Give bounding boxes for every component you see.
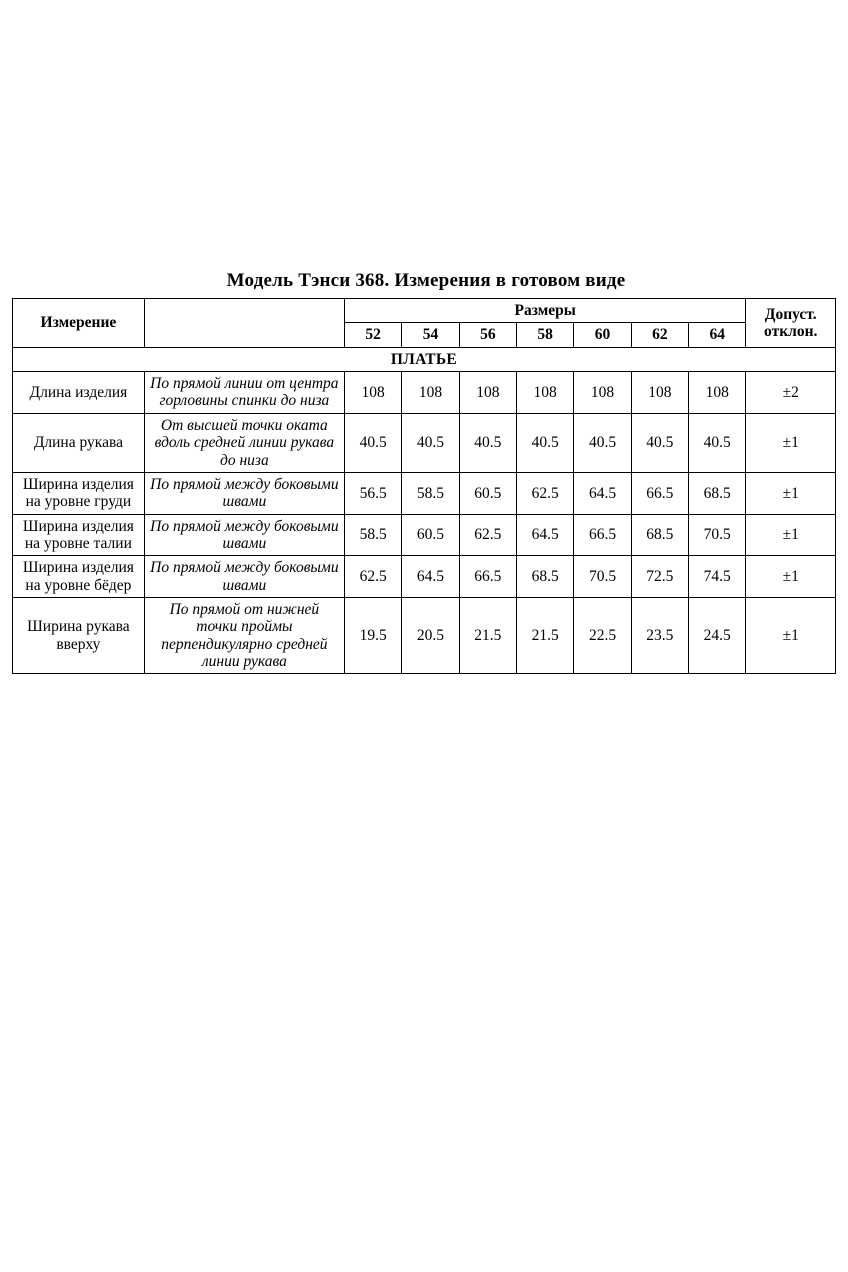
row-value: 40.5 [517,413,574,472]
row-value: 20.5 [402,598,459,674]
row-value: 40.5 [402,413,459,472]
table-row [13,372,836,414]
row-name: Длина рукава [13,413,145,472]
measurements-table [12,298,836,674]
row-value: 108 [574,372,631,414]
row-value: 23.5 [631,598,688,674]
row-description: От высшей точки оката вдоль средней линии рукава до низа [144,413,344,472]
row-value: 40.5 [689,413,746,472]
row-value: 66.5 [459,556,516,598]
row-name: Ширина изделия на уровне бёдер [13,556,145,598]
row-value: 68.5 [631,514,688,556]
table-row [13,598,836,674]
row-value: 60.5 [402,514,459,556]
row-name: Длина изделия [13,372,145,414]
size-header-58: 58 [517,323,574,347]
page-title: Модель Тэнси 368. Измерения в готовом виде [226,270,626,291]
row-name: Ширина рукава вверху [13,598,145,674]
row-deviation: ±2 [746,372,836,414]
row-value: 66.5 [631,472,688,514]
row-deviation: ±1 [746,413,836,472]
row-value: 70.5 [689,514,746,556]
column-header-sizes: Размеры [344,299,745,323]
row-value: 19.5 [344,598,401,674]
row-value: 40.5 [574,413,631,472]
row-value: 108 [689,372,746,414]
table-body [13,347,836,674]
row-description: По прямой между боковыми швами [144,514,344,556]
measurements-document [12,270,836,674]
row-value: 108 [344,372,401,414]
column-header-measurement: Измерение [13,299,145,348]
row-value: 62.5 [344,556,401,598]
row-value: 64.5 [517,514,574,556]
row-value: 60.5 [459,472,516,514]
row-value: 21.5 [459,598,516,674]
row-value: 62.5 [459,514,516,556]
row-value: 62.5 [517,472,574,514]
row-value: 56.5 [344,472,401,514]
deviation-label-line2: отклон. [764,322,818,340]
row-deviation: ±1 [746,556,836,598]
row-value: 64.5 [402,556,459,598]
column-header-description [144,299,344,348]
table-row [13,413,836,472]
row-value: 24.5 [689,598,746,674]
column-header-deviation [746,299,836,348]
row-deviation: ±1 [746,598,836,674]
row-description: По прямой между боковыми швами [144,556,344,598]
size-header-56: 56 [459,323,516,347]
row-value: 21.5 [517,598,574,674]
section-title-dress: ПЛАТЬЕ [13,347,836,371]
size-header-54: 54 [402,323,459,347]
table-row [13,514,836,556]
row-description: По прямой линии от центра горловины спинки до низа [144,372,344,414]
row-value: 58.5 [402,472,459,514]
section-row [13,347,836,371]
row-description: По прямой от нижней точки проймы перпендикулярно средней линии рукава [144,598,344,674]
table-row [13,556,836,598]
row-value: 64.5 [574,472,631,514]
row-deviation: ±1 [746,514,836,556]
row-value: 72.5 [631,556,688,598]
row-value: 40.5 [344,413,401,472]
header-row-top [13,299,836,323]
row-value: 68.5 [689,472,746,514]
size-header-60: 60 [574,323,631,347]
size-header-52: 52 [344,323,401,347]
row-value: 108 [631,372,688,414]
row-value: 74.5 [689,556,746,598]
size-header-62: 62 [631,323,688,347]
row-name: Ширина изделия на уровне груди [13,472,145,514]
deviation-label-line1: Допуст. [764,305,817,323]
row-deviation: ±1 [746,472,836,514]
table-row [13,472,836,514]
row-value: 66.5 [574,514,631,556]
row-name: Ширина изделия на уровне талии [13,514,145,556]
size-header-64: 64 [689,323,746,347]
row-value: 22.5 [574,598,631,674]
table-header [13,299,836,348]
row-value: 70.5 [574,556,631,598]
row-value: 40.5 [459,413,516,472]
row-value: 108 [459,372,516,414]
row-value: 68.5 [517,556,574,598]
row-value: 40.5 [631,413,688,472]
row-value: 108 [402,372,459,414]
row-value: 108 [517,372,574,414]
row-value: 58.5 [344,514,401,556]
row-description: По прямой между боковыми швами [144,472,344,514]
